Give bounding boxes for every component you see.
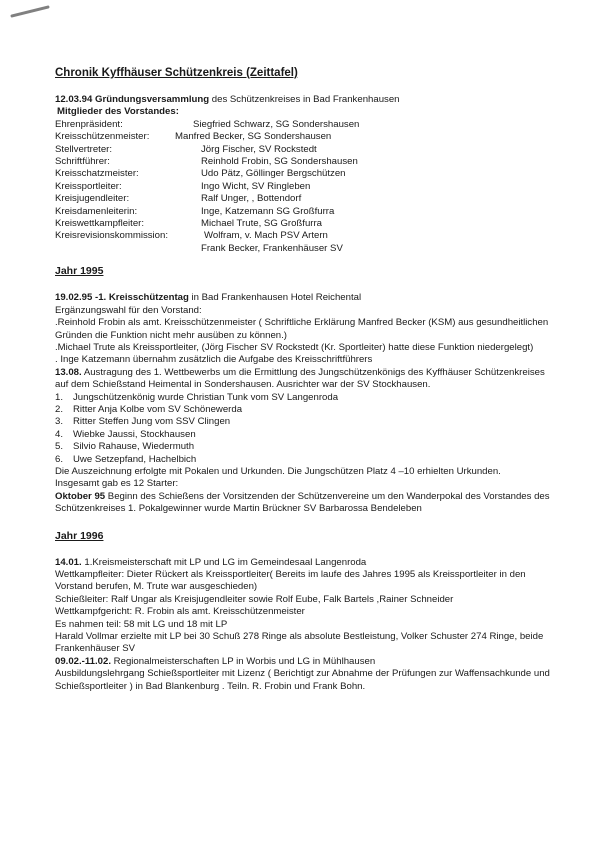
document-title: Chronik Kyffhäuser Schützenkreis (Zeittafel) <box>55 67 298 79</box>
board-name: Ingo Wicht, SV Ringleben <box>201 180 311 192</box>
board-role: Kreissportleiter: <box>55 180 122 192</box>
list-text: Ritter Steffen Jung vom SSV Clingen <box>73 416 231 428</box>
board-name: Michael Trute, SG Großfurra <box>201 218 323 230</box>
list-number: 5. <box>55 441 64 453</box>
paragraph: .Reinhold Frobin als amt. Kreisschützenmeister ( Schriftliche Erklärung Manfred Becker (KSM) aus gesundheitlichen Gründen die Funktion nicht mehr ausüben zu können.) <box>55 317 549 341</box>
competition-line <box>55 367 555 392</box>
list-item <box>55 441 555 453</box>
board-role: Kreisschatzmeister: <box>55 168 139 180</box>
list-text: Silvio Rahause, Wiedermuth <box>73 441 195 453</box>
list-number: 6. <box>55 453 64 465</box>
board-row <box>55 230 555 242</box>
list-item <box>55 416 555 428</box>
board-name: Manfred Becker, SG Sondershausen <box>175 131 332 143</box>
board-row <box>55 144 555 156</box>
list-item <box>55 454 555 466</box>
list-number: 2. <box>55 403 64 415</box>
competition-rest: Austragung des 1. Wettbewerbs um die Ermittlung des Jungschützenkönigs des Kyffhäuser Schützenkreises auf dem Schießstand Heimental in Sondershausen. Ausrichter war der SV Stockhausen. <box>55 366 545 391</box>
board-role: Ehrenpräsident: <box>55 118 123 130</box>
founding-date: 12.03.94 <box>55 94 93 105</box>
board-list <box>55 119 555 255</box>
board-row <box>55 168 555 180</box>
regional-line <box>55 656 555 668</box>
kreisschuetzentag-line <box>55 292 555 304</box>
kreisschuetzentag-date: 19.02.95 -1. Kreisschützentag <box>55 292 189 304</box>
chronicle-page <box>55 66 555 693</box>
board-row <box>55 131 555 143</box>
list-text: Uwe Setzepfand, Hachelbich <box>73 453 197 465</box>
board-role: Schriftführer: <box>55 156 110 168</box>
paragraph: Es nahmen teil: 58 mit LG und 18 mit LP <box>55 618 228 630</box>
october-date: Oktober 95 <box>55 490 106 502</box>
board-name: Frank Becker, Frankenhäuser SV <box>201 242 343 254</box>
kreismeisterschaft-rest: 1.Kreismeisterschaft mit LP und LG im Gemeindesaal Langenroda <box>81 556 367 568</box>
regional-date: 09.02.-11.02. <box>55 655 112 667</box>
board-name: Reinhold Frobin, SG Sondershausen <box>201 156 358 168</box>
list-number: 1. <box>55 391 64 403</box>
board-row <box>55 193 555 205</box>
board-row <box>55 206 555 218</box>
board-role: Kreiswettkampfleiter: <box>55 218 145 230</box>
board-row <box>55 181 555 193</box>
board-name: Siegfried Schwarz, SG Sondershausen <box>193 118 360 130</box>
regional-rest: Regionalmeisterschaften LP in Worbis und LG in Mühlhausen <box>111 655 376 667</box>
kreismeisterschaft-date: 14.01. <box>55 556 82 568</box>
board-row <box>55 218 555 230</box>
kreisschuetzentag-rest: in Bad Frankenhausen Hotel Reichental <box>188 292 362 304</box>
board-row <box>55 119 555 131</box>
board-role <box>55 243 201 255</box>
paragraph: Wettkampfgericht: R. Frobin als amt. Kreisschützenmeister <box>55 606 305 618</box>
scan-pen-mark <box>10 5 50 18</box>
board-role: Kreisrevisionskommission: <box>55 230 169 242</box>
year-1996-heading: Jahr 1996 <box>55 529 104 542</box>
founding-headline: Gründungsversammlung <box>95 94 210 105</box>
list-text: Wiebke Jaussi, Stockhausen <box>73 428 196 440</box>
board-role: Stellvertreter: <box>55 143 113 155</box>
board-name: Ralf Unger, , Bottendorf <box>201 193 302 205</box>
list-item <box>55 392 555 404</box>
paragraph: Wettkampfleiter: Dieter Rückert als Kreissportleiter( Bereits im laufe des Jahres 1995 als Kreissportleiter in den Vorstand berufen, M. Trute war ausgeschieden) <box>55 569 526 593</box>
paragraph: . Inge Katzemann übernahm zusätzlich die Aufgabe des Kreisschriftführers <box>55 354 373 366</box>
list-text: Jungschützenkönig wurde Christian Tunk vom SV Langenroda <box>73 391 339 403</box>
paragraph: Insgesamt gab es 12 Starter: <box>55 478 179 490</box>
kreismeisterschaft-line <box>55 557 555 569</box>
list-item <box>55 429 555 441</box>
founding-rest: des Schützenkreises in Bad Frankenhausen <box>209 94 400 105</box>
board-row <box>55 243 555 255</box>
list-text: Ritter Anja Kolbe vom SV Schönewerda <box>73 403 243 415</box>
board-role: Kreisjugendleiter: <box>55 193 130 205</box>
list-number: 4. <box>55 428 64 440</box>
founding-line <box>55 94 555 106</box>
competition-date: 13.08. <box>55 366 82 378</box>
paragraph: .Michael Trute als Kreissportleiter, (Jörg Fischer SV Rockstedt (Kr. Sportleiter) hatte diese Funktion niedergelegt) <box>55 341 534 353</box>
paragraph: Ergänzungswahl für den Vorstand: <box>55 304 202 316</box>
october-line <box>55 491 555 516</box>
board-role: Kreisschützenmeister: <box>55 131 150 143</box>
board-name: Udo Pätz, Göllinger Bergschützen <box>201 168 346 180</box>
board-name: Jörg Fischer, SV Rockstedt <box>201 143 317 155</box>
year-1995-heading: Jahr 1995 <box>55 265 104 278</box>
board-heading: Mitglieder des Vorstandes: <box>57 106 179 118</box>
paragraph: Ausbildungslehrgang Schießsportleiter mit Lizenz ( Berichtigt zur Abnahme der Prüfungen zur Waffensachkunde und Schießsportleiter ) in Bad Blankenburg . Teiln. R. Frobin und Frank Bohn. <box>55 668 550 692</box>
results-list <box>55 392 555 466</box>
board-name: Inge, Katzemann SG Großfurra <box>201 205 335 217</box>
paragraph: Die Auszeichnung erfolgte mit Pokalen und Urkunden. Die Jungschützen Platz 4 –10 erhielten Urkunden. <box>55 465 501 477</box>
paragraph: Harald Vollmar erzielte mit LP bei 30 Schuß 278 Ringe als absolute Bestleistung, Volker Schuster 274 Ringe, beide Frankenhäuser SV <box>55 631 544 655</box>
list-item <box>55 404 555 416</box>
board-role: Kreisdamenleiterin: <box>55 205 138 217</box>
list-number: 3. <box>55 416 64 428</box>
board-row <box>55 156 555 168</box>
board-name: Wolfram, v. Mach PSV Artern <box>204 230 328 242</box>
october-rest: Beginn des Schießens der Vorsitzenden der Schützenvereine um den Wanderpokal des Vorstandes des Schützenkreises 1. Pokalgewinner wurde Martin Brückner SV Barbarossa Bendeleben <box>55 490 550 515</box>
paragraph: Schießleiter: Ralf Ungar als Kreisjugendleiter sowie Rolf Eube, Falk Bartels ,Rainer Schneider <box>55 593 454 605</box>
